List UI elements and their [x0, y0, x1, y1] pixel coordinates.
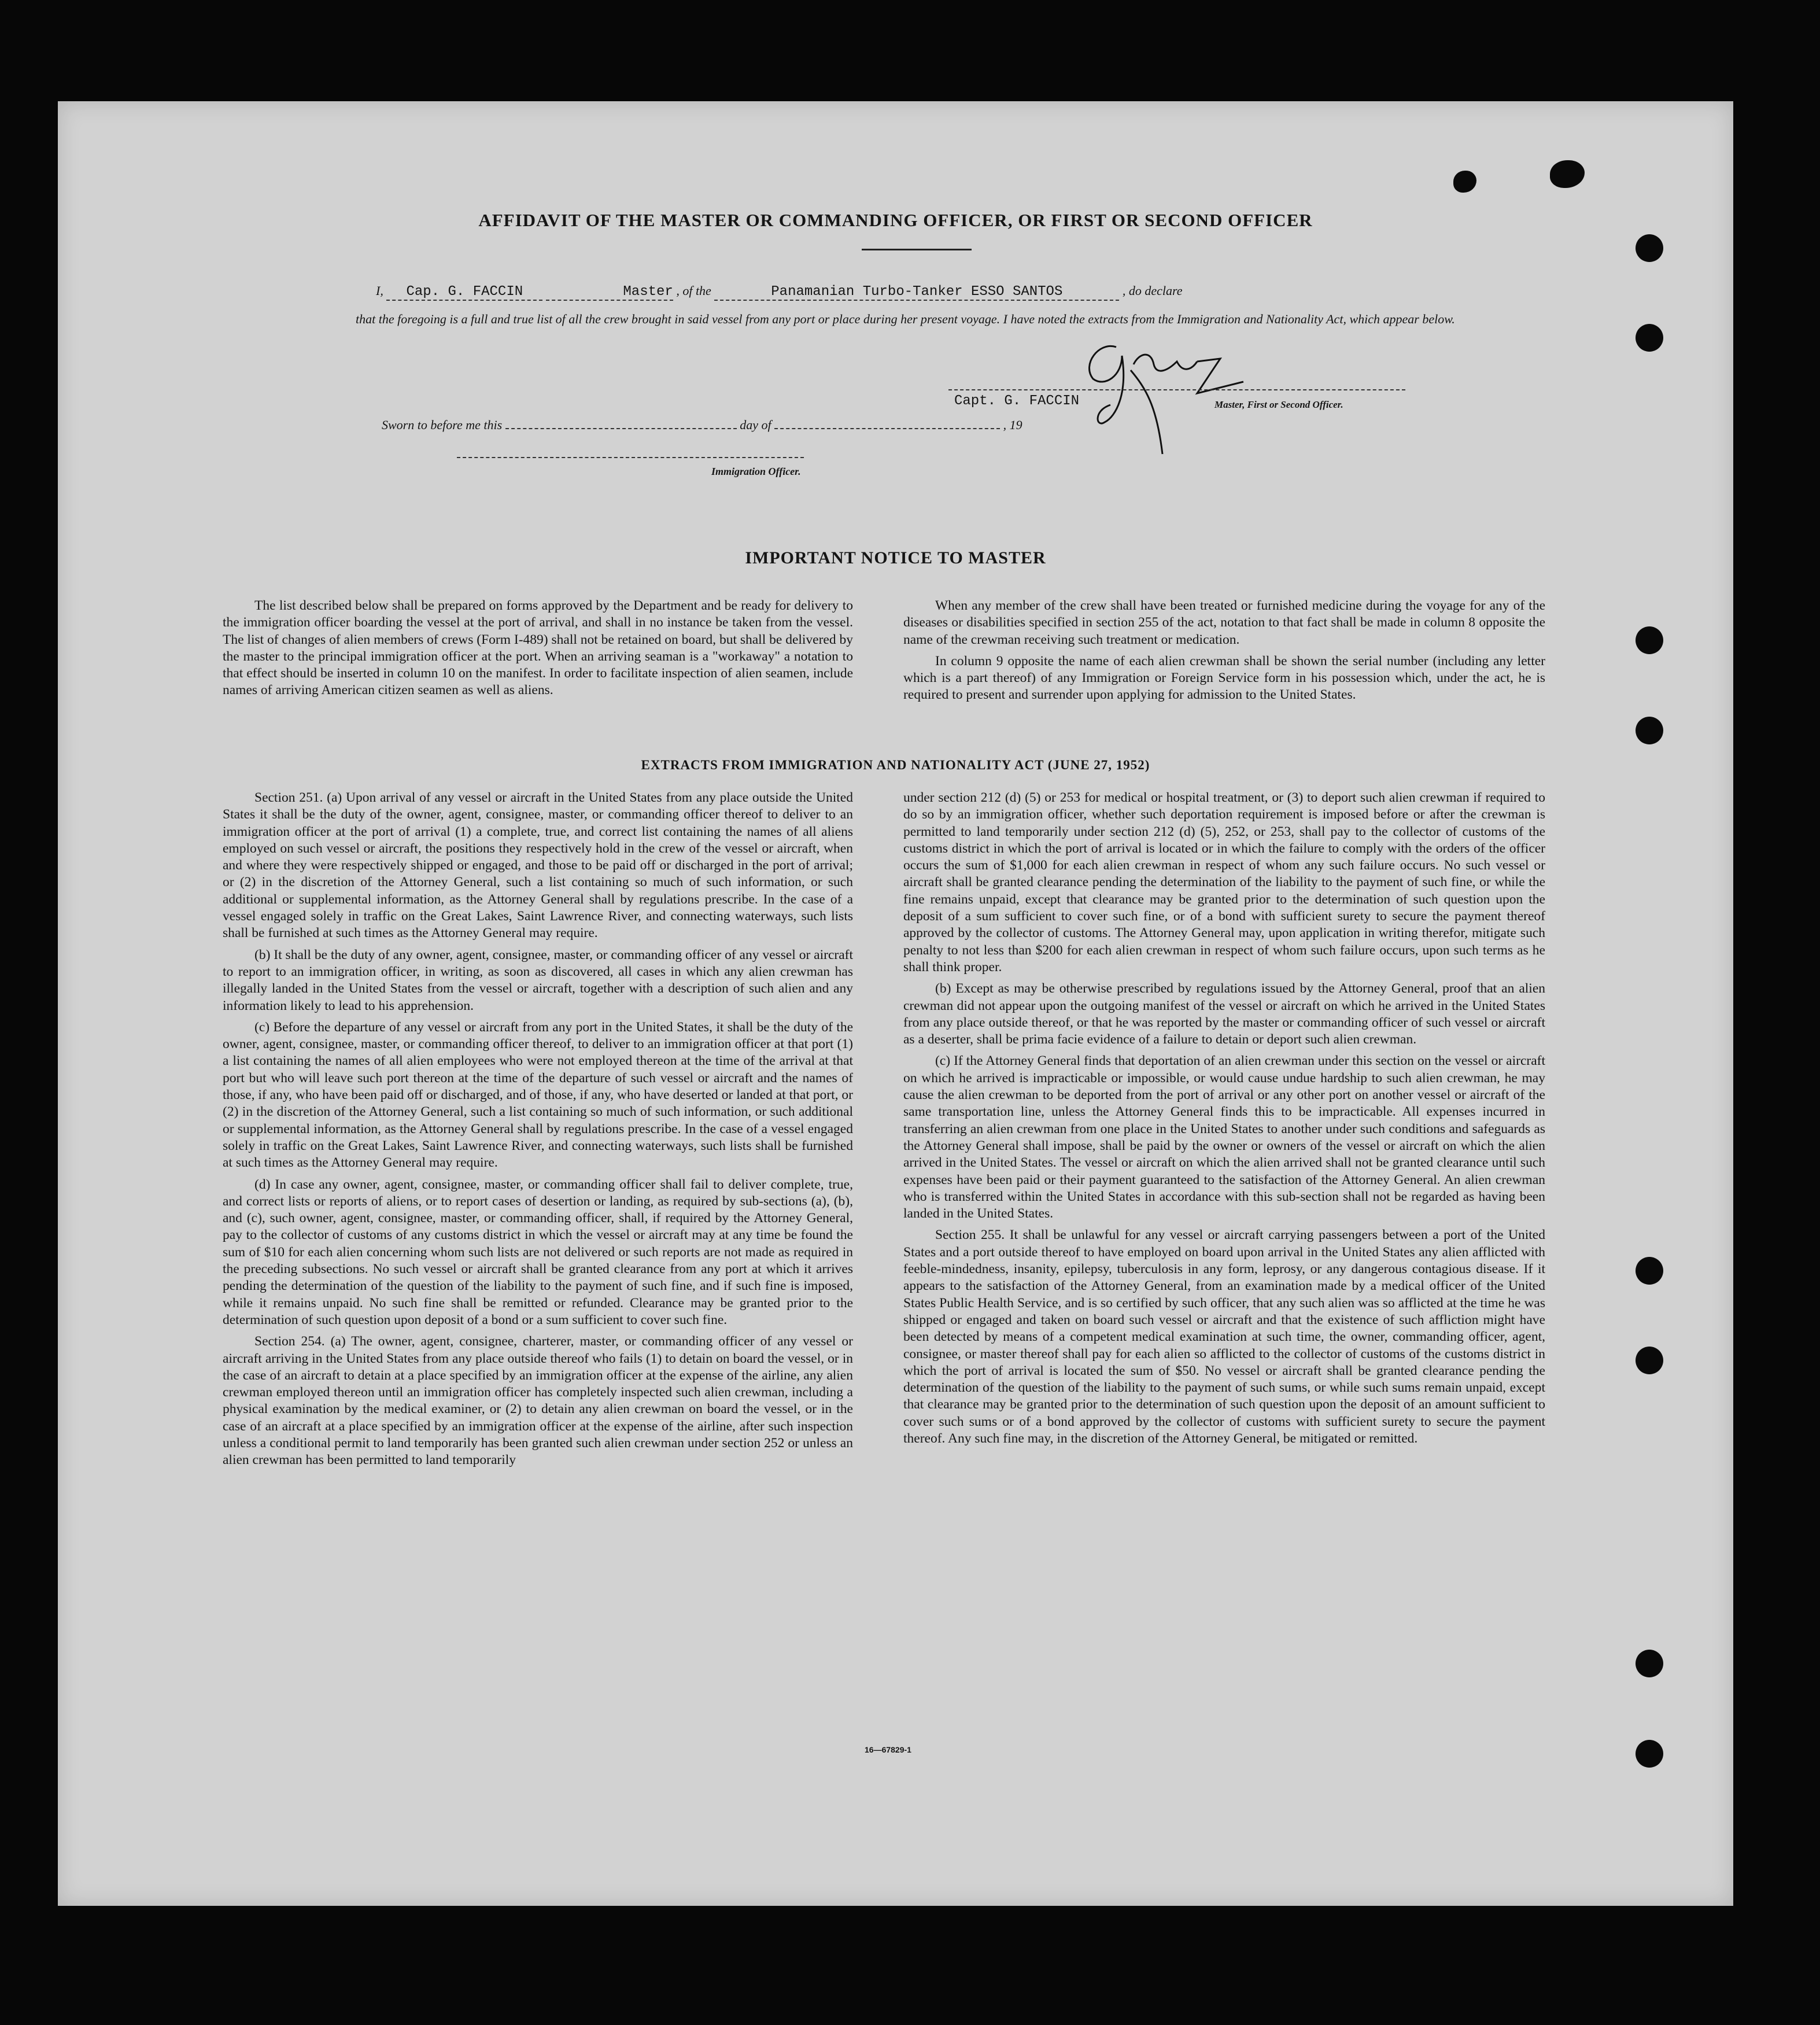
act-paragraph: under section 212 (d) (5) or 253 for medical or hospital treatment, or (3) to deport such alien crewman if required to do so by an immigration officer, whether such deportation requirement is imposed before or after the crewman is permitted to land temporarily under section 212 (d) (5), 252, or 253, shall pay to the collector of customs of the customs district in which the port of arrival is located or in which the failure to comply with the orders of the officer occurs the sum of $1,000 for each alien crewman in respect of whom any such failure occurs. No such vessel or aircraft shall be granted clearance pending the determination of the liability to the payment of such fine, or while the fine remains unpaid, except that clearance may be granted prior to the determination of such question upon the deposit of a sum sufficient to cover such fine, or of a bond with sufficient surety to secure the payment thereof approved by the collector of customs. The Attorney General may, upon application in writing therefor, mitigate such penalty to not less than $200 for each alien crewman in respect of whom such failure occurs, upon such terms as he shall think proper. — [903, 790, 1545, 975]
act-right-column — [903, 790, 1545, 1452]
notice-title: IMPORTANT NOTICE TO MASTER — [745, 548, 1046, 567]
sworn-month-field — [774, 428, 1000, 429]
act-paragraph: (c) Before the departure of any vessel or aircraft from any port in the United States, it shall be the duty of the owner, agent, consignee, master, or commanding officer thereof, to deliver to an immigration officer at that port (1) a list containing the names of all alien employees who were not employed thereon at the time of the arrival at that port but who will leave such port thereon at the time of the departure of such vessel or aircraft and the names of those, if any, who have been paid off or discharged, and of those, if any, who have deserted or landed at that port, or (2) in the discretion of the Attorney General, such a list containing so much of such information, or such additional or supplemental information, as the Attorney General shall by regulations prescribe. In the case of a vessel engaged solely in traffic on the Great Lakes, Saint Lawrence River, and connecting waterways, such lists shall be furnished at such times as the Attorney General may require. — [223, 1019, 853, 1171]
of-the-label: , of the — [676, 283, 711, 298]
binder-hole — [1636, 1650, 1663, 1677]
act-paragraph: (b) Except as may be otherwise prescribed by regulations issued by the Attorney General, proof that an alien crewman did not appear upon the outgoing manifest of the vessel or aircraft on which he arrived in the United States from any place outside thereof, or that he was reported by the master or commanding officer of such vessel or aircraft as a deserter, shall be prima facie evidence of a failure to detain or deport such alien crewman. — [903, 981, 1545, 1047]
extracts-title: EXTRACTS FROM IMMIGRATION AND NATIONALITY ACT (JUNE 27, 1952) — [641, 758, 1150, 772]
binder-hole — [1636, 234, 1663, 262]
signature-line — [948, 389, 1405, 390]
declaration-text: that the foregoing is a full and true list of all the crew brought in said vessel from any port or place during her present voyage. I have noted the extracts from the Immigration and Nationality Act, which appear below. — [356, 312, 1455, 326]
sworn-label: Sworn to before me this — [382, 418, 503, 432]
affidavit-title: AFFIDAVIT OF THE MASTER OR COMMANDING OFFICER, OR FIRST OR SECOND OFFICER — [478, 210, 1313, 230]
binder-hole — [1636, 1740, 1663, 1768]
notice-left-column — [223, 597, 853, 704]
master-name-field: Cap. G. FACCIN — [386, 284, 542, 301]
ink-blot — [1550, 160, 1585, 188]
sworn-line — [382, 418, 1022, 433]
binder-hole — [1636, 1257, 1663, 1285]
signature-caption: Master, First or Second Officer. — [1214, 399, 1343, 410]
notice-paragraph: In column 9 opposite the name of each alien crewman shall be shown the serial number (including any letter which is a part thereof) of any Immigration or Foreign Service form in his possession which, under the act, he is required to present and surrender upon applying for admission to the United States. — [903, 653, 1545, 703]
binder-hole — [1636, 626, 1663, 654]
notice-paragraph: The list described below shall be prepared on forms approved by the Department and be ready for delivery to the immigration officer boarding the vessel at the port of arrival, and shall in no instance be taken from the vessel. The list of changes of alien members of crews (Form I-489) shall not be retained on board, but shall be delivered by the master to the principal immigration officer at the port. When an arriving seaman is a "workaway" a notation to that effect should be inserted in column 10 on the manifest. In order to facilitate inspection of alien seamen, include names of arriving American citizen seamen as well as aliens. — [223, 598, 853, 698]
binder-hole — [1636, 717, 1663, 744]
act-paragraph: Section 255. It shall be unlawful for any vessel or aircraft carrying passengers between a port of the United States and a port outside thereof to have employed on board upon arrival in the United States any alien afflicted with feeble-mindedness, insanity, epilepsy, tuberculosis in any form, leprosy, or any dangerous contagious disease. If it appears to the satisfaction of the Attorney General, from an examination made by a medical officer of the United States Public Health Service, and is so certified by such officer, that any such alien was so afflicted at the time he was shipped or engaged and taken on board such vessel or aircraft and that the existence of such affliction might have been detected by means of a competent medical examination at such time, the owner, commanding officer, agent, consignee, or master thereof shall pay for each alien so afflicted to the collector of customs of the customs district in which the port of arrival is located the sum of $50. No vessel or aircraft shall be granted clearance pending the determination of the question of the liability to the payment of such sums, or while such sums remain unpaid, except that clearance may be granted prior to the determination of such question upon the deposit of an amount sufficient to cover such sums or of a bond approved by the collector of customs with sufficient surety to secure the payment thereof. Any such fine may, in the discretion of the Attorney General, be mitigated or remitted. — [903, 1227, 1545, 1446]
form-number: 16—67829-1 — [865, 1745, 911, 1754]
typed-signature: Capt. G. FACCIN — [954, 393, 1080, 409]
day-of-label: day of — [740, 418, 771, 432]
act-paragraph: (d) In case any owner, agent, consignee, master, or commanding officer shall fail to deliver complete, true, and correct lists or reports of aliens, or to report cases of desertion or landing, as required by sub-sections (a), (b), and (c), such owner, agent, consignee, master, or commanding officer, shall, if required by the Attorney General, pay to the collector of customs of any customs district in which the vessel or aircraft may at any time be found the sum of $10 for each alien concerning whom such lists are not delivered or such reports are not made as required in the preceding subsections. No such vessel or aircraft shall be granted clearance from any port at which it arrives pending the determination of the question of the liability to the payment of such fine, and if such fine is imposed, while it remains unpaid. No such fine shall be remitted or refunded. Clearance may be granted prior to the determination of such question upon deposit of a bond or a sum sufficient to cover such fine. — [223, 1176, 853, 1327]
notice-right-column — [903, 597, 1545, 709]
act-left-column — [223, 790, 853, 1474]
do-declare-label: , do declare — [1122, 283, 1183, 298]
act-paragraph: Section 251. (a) Upon arrival of any vessel or aircraft in the United States from any place outside the United States it shall be the duty of the owner, agent, consignee, master, or commanding officer thereof to deliver to an immigration officer at the port of arrival (1) a complete, true, and correct list containing the names of all aliens employed on such vessel or aircraft, the positions they respectively hold in the crew of the vessel or aircraft, when and where they were respectively shipped or engaged, and those to be paid off or discharged in the port of arrival; or (2) in the discretion of the Attorney General, such a list containing so much of such information, or such additional or supplemental information, as the Attorney General shall by regulations prescribe. In the case of a vessel engaged solely in traffic on the Great Lakes, Saint Lawrence River, and connecting waterways, such lists shall be furnished at such times as the Attorney General may require. — [223, 790, 853, 941]
rank-field: Master — [546, 284, 673, 301]
act-paragraph: (b) It shall be the duty of any owner, agent, consignee, master, or commanding officer of any vessel or aircraft to report to an immigration officer, in writing, as soon as discovered, all cases in which any alien crewman has illegally landed in the United States from the vessel or aircraft, together with a description of such alien and any information likely to lead to his apprehension. — [223, 947, 853, 1013]
sworn-day-field — [505, 428, 737, 429]
notice-paragraph: When any member of the crew shall have been treated or furnished medicine during the voyage for any of the diseases or disabilities specified in section 255 of the act, notation to that fact shall be made in column 8 opposite the name of the crewman receiving such treatment or medication. — [903, 598, 1545, 647]
title-rule — [862, 249, 972, 250]
act-paragraph: (c) If the Attorney General finds that deportation of an alien crewman under this section on the vessel or aircraft on which he arrived is impracticable or impossible, or would cause undue hardship to such alien crewman, he may cause the alien crewman to be deported from the port of arrival or any other port on another vessel or aircraft of the same transportation line, unless the Attorney General finds this to be impracticable. All expenses incurred in transferring an alien crewman from one place in the United States to another under such conditions and safeguards as the Attorney General shall impose, shall be paid by the owner or owners of the vessel or aircraft on which the alien arrived in the United States. The vessel or aircraft on which the alien arrived shall not be granted clearance until such expenses have been paid or their payment guaranteed to the satisfaction of the Attorney General. An alien crewman who is transferred within the United States in accordance with this sub-section shall not be regarded as having been landed in the United States. — [903, 1053, 1545, 1222]
immigration-officer-line — [457, 457, 804, 458]
binder-hole — [1636, 324, 1663, 352]
document-page — [58, 101, 1733, 1906]
binder-hole — [1636, 1347, 1663, 1374]
immigration-officer-caption: Immigration Officer. — [711, 466, 801, 477]
vessel-field: Panamanian Turbo-Tanker ESSO SANTOS — [714, 284, 1119, 301]
i-label: I, — [376, 283, 383, 298]
ink-blot — [1453, 171, 1476, 193]
year-label: , 19 — [1003, 418, 1022, 432]
declaration-line — [376, 283, 1182, 301]
act-paragraph: Section 254. (a) The owner, agent, consignee, charterer, master, or commanding officer of any vessel or aircraft arriving in the United States from any place outside thereof who fails (1) to detain on board the vessel, or in the case of an aircraft to detain at a place specified by an immigration officer at the expense of the airline, any alien crewman employed thereon until an immigration officer has completely inspected such alien crewman, including a physical examination by the medical examiner, or (2) to detain any alien crewman on board the vessel, or in the case of an aircraft at a place specified by an immigration officer at the expense of the airline, after such inspection unless a conditional permit to land temporarily has been granted such alien crewman under section 252 or unless an alien crewman has been permitted to land temporarily — [223, 1334, 853, 1468]
